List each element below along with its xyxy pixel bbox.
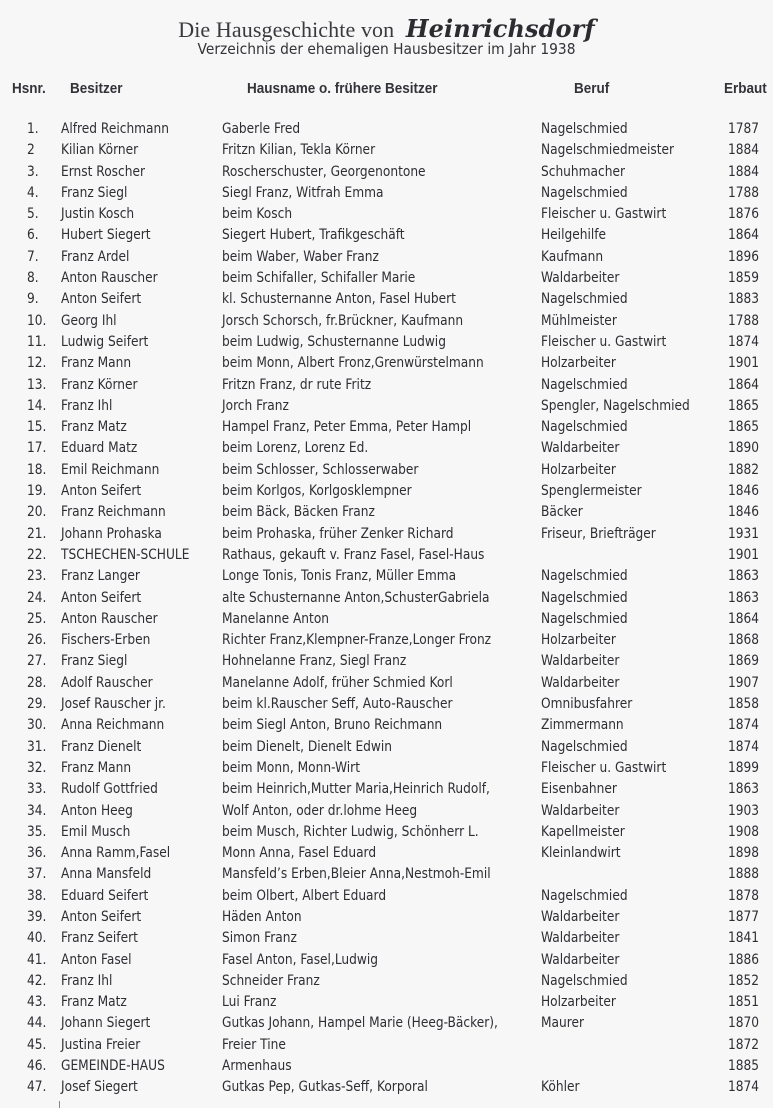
year-built: 1896 xyxy=(728,248,760,265)
house-number: 9. xyxy=(27,291,39,308)
owner-name: Eduard Seifert xyxy=(61,887,149,904)
year-built: 1886 xyxy=(728,951,760,968)
occupation: Nagelschmied xyxy=(541,291,628,308)
house-number: 44. xyxy=(27,1015,47,1032)
occupation: Zimmermann xyxy=(541,717,624,734)
owner-name: Anna Ramm,Fasel xyxy=(61,845,171,862)
table-row xyxy=(0,227,773,248)
house-name: Fritzn Franz, dr rute Fritz xyxy=(222,376,372,393)
title-place-name: Heinrichsdorf xyxy=(405,14,595,43)
year-built: 1788 xyxy=(728,312,760,329)
house-name: beim Monn, Albert Fronz,Grenwürstelmann xyxy=(222,355,484,372)
year-built: 1874 xyxy=(728,333,760,350)
table-row xyxy=(0,611,773,632)
table-row xyxy=(0,909,773,930)
owner-name: Adolf Rauscher xyxy=(61,674,153,691)
occupation: Nagelschmiedmeister xyxy=(541,142,675,159)
column-header-beruf: Beruf xyxy=(574,80,610,97)
table-row xyxy=(0,419,773,440)
table-row xyxy=(0,526,773,547)
occupation: Waldarbeiter xyxy=(541,270,620,287)
house-name: beim Schlosser, Schlosserwaber xyxy=(222,461,419,478)
house-number: 36. xyxy=(27,845,47,862)
occupation: Waldarbeiter xyxy=(541,802,620,819)
house-number: 11. xyxy=(27,333,47,350)
house-number: 21. xyxy=(27,525,47,542)
table-row xyxy=(0,291,773,312)
table-row xyxy=(0,973,773,994)
year-built: 1864 xyxy=(728,227,760,244)
year-built: 1865 xyxy=(728,397,760,414)
owner-name: Franz Matz xyxy=(61,994,127,1011)
year-built: 1874 xyxy=(728,717,760,734)
scan-mark xyxy=(59,1101,60,1108)
occupation: Mühlmeister xyxy=(541,312,617,329)
house-name: kl. Schusternanne Anton, Fasel Hubert xyxy=(222,291,456,308)
house-name: Gaberle Fred xyxy=(222,121,301,137)
house-number: 31. xyxy=(27,738,47,755)
owner-name: Georg Ihl xyxy=(61,312,117,329)
occupation: Waldarbeiter xyxy=(541,674,620,691)
house-number: 42. xyxy=(27,972,47,989)
year-built: 1851 xyxy=(728,994,760,1011)
house-name: Roscherschuster, Georgenontone xyxy=(222,163,426,180)
occupation: Waldarbeiter xyxy=(541,653,620,670)
year-built: 1907 xyxy=(728,674,760,691)
year-built: 1788 xyxy=(728,184,760,201)
table-row xyxy=(0,313,773,334)
house-number: 5. xyxy=(27,206,39,223)
table-row xyxy=(0,845,773,866)
table-row xyxy=(0,121,773,142)
table-row xyxy=(0,888,773,909)
house-name: beim Ludwig, Schusternanne Ludwig xyxy=(222,333,446,350)
owner-name: Franz Seifert xyxy=(61,930,138,947)
owner-name: Anna Reichmann xyxy=(61,717,165,734)
page-subtitle: Verzeichnis der ehemaligen Hausbesitzer im Jahr 1938 xyxy=(197,40,576,58)
table-row xyxy=(0,717,773,738)
occupation: Holzarbeiter xyxy=(541,632,616,649)
house-number: 25. xyxy=(27,610,47,627)
occupation: Waldarbeiter xyxy=(541,930,620,947)
table-row xyxy=(0,952,773,973)
owner-name: Eduard Matz xyxy=(61,440,138,457)
occupation: Nagelschmied xyxy=(541,972,628,989)
year-built: 1846 xyxy=(728,504,760,521)
owner-name: Kilian Körner xyxy=(61,142,139,159)
occupation: Bäcker xyxy=(541,504,583,521)
owner-name: Franz Langer xyxy=(61,568,140,585)
year-built: 1870 xyxy=(728,1015,760,1032)
occupation: Nagelschmied xyxy=(541,738,628,755)
owner-name: Franz Reichmann xyxy=(61,504,166,521)
table-row xyxy=(0,377,773,398)
table-row xyxy=(0,590,773,611)
occupation: Nagelschmied xyxy=(541,184,628,201)
table-row xyxy=(0,824,773,845)
table-row xyxy=(0,568,773,589)
owner-name: Anton Seifert xyxy=(61,483,142,500)
year-built: 1877 xyxy=(728,908,760,925)
house-number: 27. xyxy=(27,653,47,670)
owner-name: Emil Reichmann xyxy=(61,461,160,478)
year-built: 1908 xyxy=(728,823,760,840)
table-row xyxy=(0,760,773,781)
year-built: 1846 xyxy=(728,483,760,500)
year-built: 1868 xyxy=(728,632,760,649)
house-name: Schneider Franz xyxy=(222,972,320,989)
occupation: Spengler, Nagelschmied xyxy=(541,397,690,414)
house-number: 40. xyxy=(27,930,47,947)
occupation: Waldarbeiter xyxy=(541,951,620,968)
owner-name: Anton Heeg xyxy=(61,802,133,819)
occupation: Nagelschmied xyxy=(541,610,628,627)
house-number: 47. xyxy=(27,1079,47,1096)
year-built: 1884 xyxy=(728,142,760,159)
year-built: 1883 xyxy=(728,291,760,308)
house-name: beim Korlgos, Korlgosklempner xyxy=(222,483,412,500)
year-built: 1863 xyxy=(728,568,760,585)
owner-name: Johann Prohaska xyxy=(61,525,162,542)
house-number: 10. xyxy=(27,312,47,329)
table-row xyxy=(0,994,773,1015)
year-built: 1865 xyxy=(728,419,760,436)
house-name: Longe Tonis, Tonis Franz, Müller Emma xyxy=(222,568,457,585)
year-built: 1841 xyxy=(728,930,760,947)
owner-name: Josef Rauscher jr. xyxy=(61,696,166,713)
owner-name: Johann Siegert xyxy=(61,1015,151,1032)
house-name: Hohnelanne Franz, Siegl Franz xyxy=(222,653,407,670)
occupation: Maurer xyxy=(541,1015,585,1032)
house-number: 24. xyxy=(27,589,47,606)
house-number: 30. xyxy=(27,717,47,734)
owner-name: Ernst Roscher xyxy=(61,163,145,180)
table-row xyxy=(0,547,773,568)
house-number: 1. xyxy=(27,121,39,137)
house-name: beim Bäck, Bäcken Franz xyxy=(222,504,375,521)
column-header-erbaut: Erbaut xyxy=(724,80,767,97)
owner-name: Franz Matz xyxy=(61,419,127,436)
house-name: beim Lorenz, Lorenz Ed. xyxy=(222,440,369,457)
house-number: 14. xyxy=(27,397,47,414)
house-number: 12. xyxy=(27,355,47,372)
table-row xyxy=(0,675,773,696)
house-name: beim Waber, Waber Franz xyxy=(222,248,379,265)
owner-name: Justina Freier xyxy=(61,1036,141,1053)
house-number: 23. xyxy=(27,568,47,585)
table-row xyxy=(0,355,773,376)
table-row xyxy=(0,1015,773,1036)
house-name: Gutkas Pep, Gutkas-Seff, Korporal xyxy=(222,1079,428,1096)
house-name: Siegl Franz, Witfrah Emma xyxy=(222,184,384,201)
occupation: Kapellmeister xyxy=(541,823,625,840)
year-built: 1888 xyxy=(728,866,760,883)
year-built: 1852 xyxy=(728,972,760,989)
owner-name: Justin Kosch xyxy=(61,206,135,223)
house-name: Monn Anna, Fasel Eduard xyxy=(222,845,377,862)
house-name: beim Schifaller, Schifaller Marie xyxy=(222,270,416,287)
year-built: 1863 xyxy=(728,781,760,798)
house-name: Gutkas Johann, Hampel Marie (Heeg-Bäcker), xyxy=(222,1015,498,1032)
occupation: Fleischer u. Gastwirt xyxy=(541,759,667,776)
occupation: Holzarbeiter xyxy=(541,355,616,372)
table-row xyxy=(0,270,773,291)
table-row xyxy=(0,1079,773,1100)
title-prefix: Die Hausgeschichte von xyxy=(178,17,395,42)
house-number: 38. xyxy=(27,887,47,904)
owner-name: Anna Mansfeld xyxy=(61,866,152,883)
house-name: Jorch Franz xyxy=(222,397,289,414)
table-row xyxy=(0,440,773,461)
house-number: 34. xyxy=(27,802,47,819)
house-name: beim Siegl Anton, Bruno Reichmann xyxy=(222,717,443,734)
table-row xyxy=(0,164,773,185)
house-number: 46. xyxy=(27,1058,47,1075)
house-name: Häden Anton xyxy=(222,908,302,925)
house-number: 8. xyxy=(27,270,39,287)
table-row xyxy=(0,781,773,802)
occupation: Eisenbahner xyxy=(541,781,617,798)
house-number: 41. xyxy=(27,951,47,968)
house-name: Armenhaus xyxy=(222,1058,292,1075)
year-built: 1874 xyxy=(728,738,760,755)
occupation: Fleischer u. Gastwirt xyxy=(541,206,667,223)
table-row xyxy=(0,696,773,717)
owner-name: Anton Fasel xyxy=(61,951,132,968)
occupation: Waldarbeiter xyxy=(541,908,620,925)
year-built: 1890 xyxy=(728,440,760,457)
year-built: 1876 xyxy=(728,206,760,223)
owner-name: Franz Mann xyxy=(61,355,132,372)
owner-name: Hubert Siegert xyxy=(61,227,151,244)
owner-name: Franz Dienelt xyxy=(61,738,142,755)
page-title xyxy=(0,14,773,43)
occupation: Holzarbeiter xyxy=(541,994,616,1011)
house-number: 39. xyxy=(27,908,47,925)
year-built: 1901 xyxy=(728,546,760,563)
year-built: 1858 xyxy=(728,696,760,713)
occupation: Friseur, Briefträger xyxy=(541,525,656,542)
house-number: 29. xyxy=(27,696,47,713)
table-row xyxy=(0,632,773,653)
house-number: 37. xyxy=(27,866,47,883)
house-number: 6. xyxy=(27,227,39,244)
owner-name: Emil Musch xyxy=(61,823,131,840)
owner-name: Franz Siegl xyxy=(61,653,128,670)
year-built: 1899 xyxy=(728,759,760,776)
house-name: beim Heinrich,Mutter Maria,Heinrich Rudolf, xyxy=(222,781,490,798)
table-row xyxy=(0,462,773,483)
owner-name: Anton Rauscher xyxy=(61,610,158,627)
house-name: alte Schusternanne Anton,SchusterGabriela xyxy=(222,589,490,606)
house-number: 26. xyxy=(27,632,47,649)
table-row xyxy=(0,398,773,419)
owner-name: Ludwig Seifert xyxy=(61,333,149,350)
occupation: Nagelschmied xyxy=(541,887,628,904)
year-built: 1864 xyxy=(728,376,760,393)
occupation: Fleischer u. Gastwirt xyxy=(541,333,667,350)
house-number: 33. xyxy=(27,781,47,798)
column-header-hsnr: Hsnr. xyxy=(12,80,46,97)
occupation: Nagelschmied xyxy=(541,589,628,606)
house-name: Richter Franz,Klempner-Franze,Longer Fronz xyxy=(222,632,492,649)
house-name: Wolf Anton, oder dr.lohme Heeg xyxy=(222,802,418,819)
year-built: 1931 xyxy=(728,525,760,542)
house-name: Simon Franz xyxy=(222,930,297,947)
house-number: 45. xyxy=(27,1036,47,1053)
house-number: 3. xyxy=(27,163,39,180)
house-number: 17. xyxy=(27,440,47,457)
table-row xyxy=(0,206,773,227)
occupation: Kleinlandwirt xyxy=(541,845,621,862)
year-built: 1885 xyxy=(728,1058,760,1075)
occupation: Heilgehilfe xyxy=(541,227,607,244)
table-row xyxy=(0,803,773,824)
occupation: Schuhmacher xyxy=(541,163,625,180)
owner-name: GEMEINDE-HAUS xyxy=(61,1058,165,1075)
house-name: Lui Franz xyxy=(222,994,277,1011)
column-header-hausname: Hausname o. frühere Besitzer xyxy=(247,80,438,97)
year-built: 1884 xyxy=(728,163,760,180)
house-number: 13. xyxy=(27,376,47,393)
house-name: beim Prohaska, früher Zenker Richard xyxy=(222,525,454,542)
year-built: 1872 xyxy=(728,1036,760,1053)
table-row xyxy=(0,930,773,951)
owner-name: TSCHECHEN-SCHULE xyxy=(61,546,190,563)
occupation: Nagelschmied xyxy=(541,419,628,436)
year-built: 1787 xyxy=(728,121,760,137)
table-row xyxy=(0,504,773,525)
owner-name: Franz Ihl xyxy=(61,972,113,989)
house-name: Fritzn Kilian, Tekla Körner xyxy=(222,142,376,159)
column-header-besitzer: Besitzer xyxy=(70,80,123,97)
house-number: 43. xyxy=(27,994,47,1011)
year-built: 1878 xyxy=(728,887,760,904)
owner-table xyxy=(0,121,773,1101)
year-built: 1898 xyxy=(728,845,760,862)
owner-name: Franz Siegl xyxy=(61,184,128,201)
house-name: Siegert Hubert, Trafikgeschäft xyxy=(222,227,405,244)
house-name: beim Dienelt, Dienelt Edwin xyxy=(222,738,393,755)
year-built: 1882 xyxy=(728,461,760,478)
house-number: 19. xyxy=(27,483,47,500)
house-number: 7. xyxy=(27,248,39,265)
house-name: Mansfeld’s Erben,Bleier Anna,Nestmoh-Emil xyxy=(222,866,491,883)
year-built: 1863 xyxy=(728,589,760,606)
year-built: 1901 xyxy=(728,355,760,372)
occupation: Köhler xyxy=(541,1079,580,1096)
table-row xyxy=(0,483,773,504)
house-number: 15. xyxy=(27,419,47,436)
house-number: 18. xyxy=(27,461,47,478)
occupation: Nagelschmied xyxy=(541,568,628,585)
house-name: Fasel Anton, Fasel,Ludwig xyxy=(222,951,379,968)
table-row xyxy=(0,185,773,206)
house-name: Hampel Franz, Peter Emma, Peter Hampl xyxy=(222,419,472,436)
house-name: beim kl.Rauscher Seff, Auto-Rauscher xyxy=(222,696,453,713)
house-number: 20. xyxy=(27,504,47,521)
house-name: Jorsch Schorsch, fr.Brückner, Kaufmann xyxy=(222,312,464,329)
owner-name: Josef Siegert xyxy=(61,1079,138,1096)
table-row xyxy=(0,739,773,760)
house-number: 22. xyxy=(27,546,47,563)
owner-name: Franz Ihl xyxy=(61,397,113,414)
table-row xyxy=(0,142,773,163)
occupation: Spenglermeister xyxy=(541,483,642,500)
occupation: Omnibusfahrer xyxy=(541,696,633,713)
table-row xyxy=(0,653,773,674)
owner-name: Rudolf Gottfried xyxy=(61,781,158,798)
house-number: 2 xyxy=(27,142,35,159)
owner-name: Alfred Reichmann xyxy=(61,121,170,137)
owner-name: Anton Seifert xyxy=(61,589,142,606)
house-name: beim Musch, Richter Ludwig, Schönherr L. xyxy=(222,823,479,840)
year-built: 1903 xyxy=(728,802,760,819)
house-name: beim Monn, Monn-Wirt xyxy=(222,759,360,776)
table-row xyxy=(0,249,773,270)
owner-name: Franz Körner xyxy=(61,376,138,393)
owner-name: Anton Rauscher xyxy=(61,270,158,287)
table-row xyxy=(0,1037,773,1058)
house-number: 32. xyxy=(27,759,47,776)
occupation: Kaufmann xyxy=(541,248,604,265)
occupation: Nagelschmied xyxy=(541,121,628,137)
owner-name: Fischers-Erben xyxy=(61,632,151,649)
house-name: Freier Tine xyxy=(222,1036,286,1053)
house-name: Manelanne Anton xyxy=(222,610,330,627)
year-built: 1874 xyxy=(728,1079,760,1096)
owner-name: Anton Seifert xyxy=(61,291,142,308)
table-row xyxy=(0,334,773,355)
table-row xyxy=(0,1058,773,1079)
house-number: 28. xyxy=(27,674,47,691)
owner-name: Franz Mann xyxy=(61,759,132,776)
table-row xyxy=(0,866,773,887)
house-name: beim Olbert, Albert Eduard xyxy=(222,887,387,904)
occupation: Nagelschmied xyxy=(541,376,628,393)
occupation: Holzarbeiter xyxy=(541,461,616,478)
house-name: Manelanne Adolf, früher Schmied Korl xyxy=(222,674,453,691)
house-number: 35. xyxy=(27,823,47,840)
year-built: 1869 xyxy=(728,653,760,670)
year-built: 1859 xyxy=(728,270,760,287)
occupation: Waldarbeiter xyxy=(541,440,620,457)
owner-name: Franz Ardel xyxy=(61,248,130,265)
house-number: 4. xyxy=(27,184,39,201)
year-built: 1864 xyxy=(728,610,760,627)
house-name: Rathaus, gekauft v. Franz Fasel, Fasel-Haus xyxy=(222,546,485,563)
owner-name: Anton Seifert xyxy=(61,908,142,925)
house-name: beim Kosch xyxy=(222,206,293,223)
